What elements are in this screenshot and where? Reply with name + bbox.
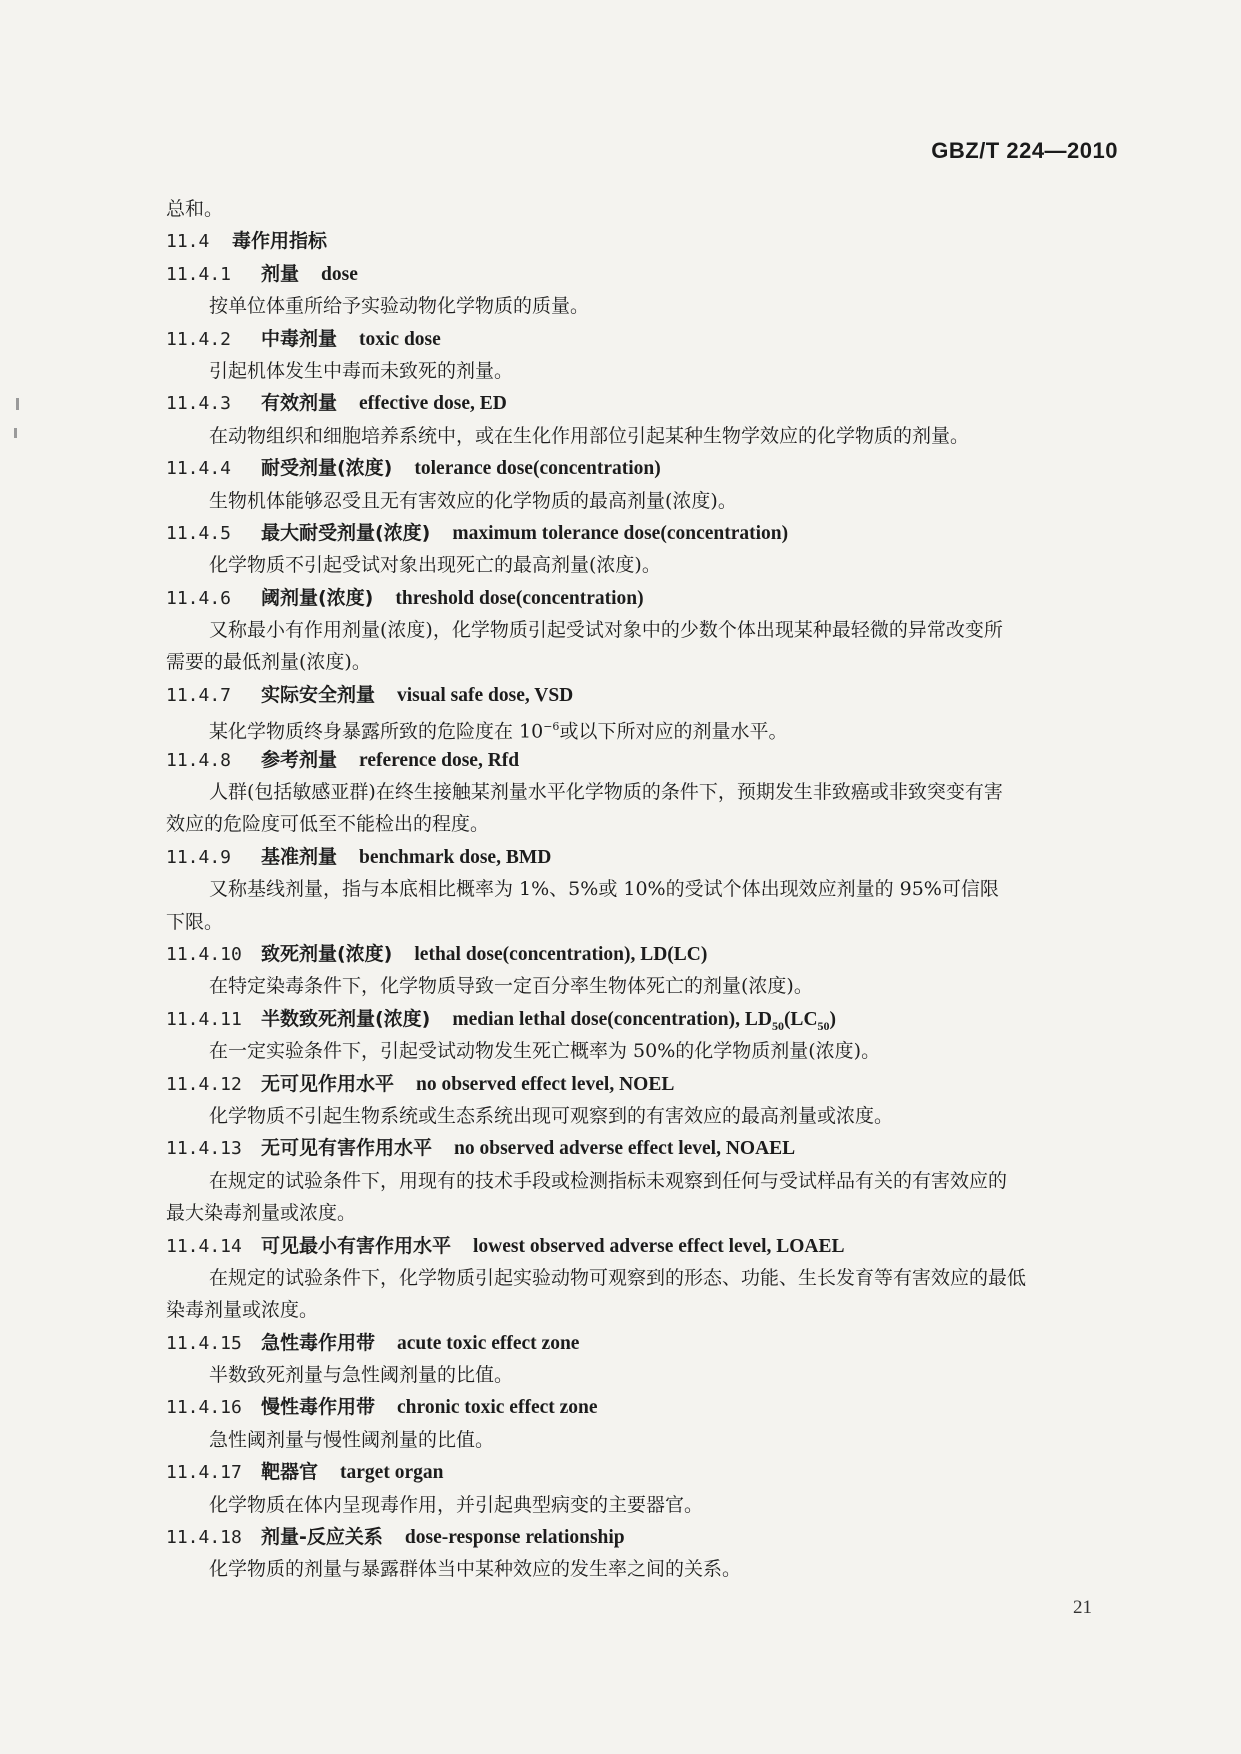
intro-text: 总和。 — [166, 198, 224, 220]
section-title: 毒作用指标 — [232, 230, 328, 253]
term-number: 11.4.2 — [166, 328, 232, 350]
term-number: 11.4.9 — [166, 846, 232, 868]
term-number: 11.4.15 — [166, 1332, 242, 1354]
term-heading — [166, 1391, 1116, 1423]
term-heading — [166, 387, 1116, 419]
subscript: 50 — [771, 1018, 784, 1033]
term-definition-continued: 效应的危险度可低至不能检出的程度。 — [166, 813, 490, 836]
term-en-text: median lethal dose(concentration), LD — [452, 1008, 772, 1030]
term-en: maximum tolerance dose(concentration) — [452, 522, 789, 544]
section-heading — [166, 225, 1116, 257]
term-definition-continued: 需要的最低剂量(浓度)。 — [166, 651, 371, 674]
term-number: 11.4.18 — [166, 1527, 242, 1549]
term-heading — [166, 679, 1116, 711]
term-heading — [166, 517, 1116, 549]
term-cn: 可见最小有害作用水平 — [261, 1234, 452, 1257]
term-heading — [166, 1456, 1116, 1488]
term-number: 11.4.14 — [166, 1235, 242, 1257]
standard-code: GBZ/T 224—2010 — [931, 138, 1118, 163]
term-en-text: (LC — [783, 1008, 818, 1030]
term-en: lethal dose(concentration), LD(LC) — [414, 943, 708, 965]
term-heading — [166, 938, 1116, 970]
term-definition — [166, 711, 1116, 743]
term-number: 11.4.7 — [166, 684, 232, 706]
term-definition-continued: 最大染毒剂量或浓度。 — [166, 1202, 357, 1225]
term-definition: 引起机体发生中毒而未致死的剂量。 — [209, 359, 514, 382]
term-cn: 阈剂量(浓度) — [261, 586, 374, 609]
term-heading — [166, 1327, 1116, 1359]
term-en: no observed adverse effect level, NOAEL — [454, 1138, 796, 1160]
exponent: −6 — [543, 720, 560, 734]
definition-text: 或以下所对应的剂量水平。 — [559, 720, 788, 743]
term-cn: 实际安全剂量 — [261, 683, 376, 706]
term-cn: 剂量 — [261, 262, 300, 285]
term-cn: 半数致死剂量(浓度) — [261, 1007, 431, 1030]
term-number: 11.4.3 — [166, 393, 232, 415]
term-cn: 耐受剂量(浓度) — [261, 457, 393, 480]
section-number: 11.4 — [166, 231, 210, 253]
term-cn: 急性毒作用带 — [261, 1331, 376, 1354]
term-number: 11.4.6 — [166, 587, 232, 609]
term-cn: 最大耐受剂量(浓度) — [261, 521, 431, 544]
term-heading — [166, 1521, 1116, 1553]
term-en: benchmark dose, BMD — [359, 846, 552, 868]
term-definition: 生物机体能够忍受且无有害效应的化学物质的最高剂量(浓度)。 — [209, 489, 737, 512]
term-definition-continued: 染毒剂量或浓度。 — [166, 1299, 319, 1322]
term-definition: 半数致死剂量与急性阈剂量的比值。 — [209, 1364, 514, 1387]
term-en: acute toxic effect zone — [397, 1332, 580, 1354]
term-en: threshold dose(concentration) — [395, 587, 644, 609]
term-en: dose — [321, 263, 358, 285]
term-cn: 有效剂量 — [261, 392, 338, 415]
term-heading — [166, 258, 1116, 290]
term-definition: 化学物质不引起生物系统或生态系统出现可观察到的有害效应的最高剂量或浓度。 — [209, 1104, 894, 1127]
term-heading — [166, 1132, 1116, 1164]
document-body — [166, 193, 1116, 1586]
term-number: 11.4.17 — [166, 1462, 242, 1484]
term-definition: 在动物组织和细胞培养系统中，或在生化作用部位引起某种生物学效应的化学物质的剂量。 — [209, 424, 970, 447]
term-en: dose-response relationship — [404, 1527, 625, 1549]
scan-artifact — [16, 398, 19, 410]
term-definition: 化学物质在体内呈现毒作用，并引起典型病变的主要器官。 — [209, 1493, 704, 1516]
term-definition: 人群(包括敏感亚群)在终生接触某剂量水平化学物质的条件下，预期发生非致癌或非致突变有害 — [209, 781, 1003, 804]
term-heading — [166, 841, 1116, 873]
term-definition: 急性阈剂量与慢性阈剂量的比值。 — [209, 1428, 495, 1451]
term-en — [452, 1008, 837, 1033]
term-definition: 在规定的试验条件下，化学物质引起实验动物可观察到的形态、功能、生长发育等有害效应的最低 — [209, 1266, 1027, 1289]
term-heading — [166, 323, 1116, 355]
term-cn: 基准剂量 — [261, 845, 338, 868]
term-heading — [166, 744, 1116, 776]
term-en: toxic dose — [359, 328, 441, 350]
term-en: effective dose, ED — [359, 393, 507, 415]
term-definition: 又称最小有作用剂量(浓度)，化学物质引起受试对象中的少数个体出现某种最轻微的异常改变所 — [209, 619, 1003, 642]
term-cn: 无可见有害作用水平 — [261, 1137, 433, 1160]
term-number: 11.4.13 — [166, 1138, 242, 1160]
term-number: 11.4.1 — [166, 263, 232, 285]
definition-text: 某化学物质终身暴露所致的危险度在 10 — [209, 720, 544, 743]
term-number: 11.4.8 — [166, 749, 232, 771]
term-en: tolerance dose(concentration) — [414, 458, 661, 480]
term-definition: 化学物质的剂量与暴露群体当中某种效应的发生率之间的关系。 — [209, 1558, 742, 1581]
term-definition: 化学物质不引起受试对象出现死亡的最高剂量(浓度)。 — [209, 554, 661, 577]
term-number: 11.4.16 — [166, 1397, 242, 1419]
term-definition: 在一定实验条件下，引起受试动物发生死亡概率为 50%的化学物质剂量(浓度)。 — [209, 1040, 881, 1063]
subscript: 50 — [817, 1018, 830, 1033]
term-cn: 无可见作用水平 — [261, 1072, 395, 1095]
term-definition: 按单位体重所给予实验动物化学物质的质量。 — [209, 295, 590, 318]
term-en: lowest observed adverse effect level, LOAEL — [473, 1235, 845, 1257]
scan-artifact — [14, 428, 17, 438]
term-number: 11.4.10 — [166, 943, 242, 965]
term-en: visual safe dose, VSD — [397, 684, 574, 706]
term-cn: 靶器官 — [261, 1461, 319, 1484]
term-en-text: ) — [829, 1008, 837, 1030]
term-heading — [166, 1068, 1116, 1100]
term-definition: 在规定的试验条件下，用现有的技术手段或检测指标未观察到任何与受试样品有关的有害效应的 — [209, 1169, 1008, 1192]
term-heading — [166, 1003, 1116, 1035]
term-heading — [166, 1230, 1116, 1262]
page-number: 21 — [1073, 1597, 1092, 1618]
term-cn: 致死剂量(浓度) — [261, 942, 393, 965]
term-definition: 在特定染毒条件下，化学物质导致一定百分率生物体死亡的剂量(浓度)。 — [209, 975, 813, 998]
term-number: 11.4.12 — [166, 1073, 242, 1095]
term-number: 11.4.5 — [166, 522, 232, 544]
term-en: no observed effect level, NOEL — [416, 1073, 675, 1095]
term-en: reference dose, Rfd — [359, 749, 520, 771]
term-cn: 参考剂量 — [261, 748, 338, 771]
term-definition-continued: 下限。 — [166, 910, 224, 933]
term-cn: 慢性毒作用带 — [261, 1396, 376, 1419]
term-heading — [166, 452, 1116, 484]
term-en: target organ — [340, 1462, 444, 1484]
term-number: 11.4.4 — [166, 458, 232, 480]
term-heading — [166, 582, 1116, 614]
term-cn: 剂量-反应关系 — [261, 1526, 383, 1549]
term-definition: 又称基线剂量，指与本底相比概率为 1%、5%或 10%的受试个体出现效应剂量的 95%可信限 — [209, 878, 999, 901]
term-cn: 中毒剂量 — [261, 327, 338, 350]
term-number: 11.4.11 — [166, 1008, 242, 1030]
term-en: chronic toxic effect zone — [397, 1397, 598, 1419]
